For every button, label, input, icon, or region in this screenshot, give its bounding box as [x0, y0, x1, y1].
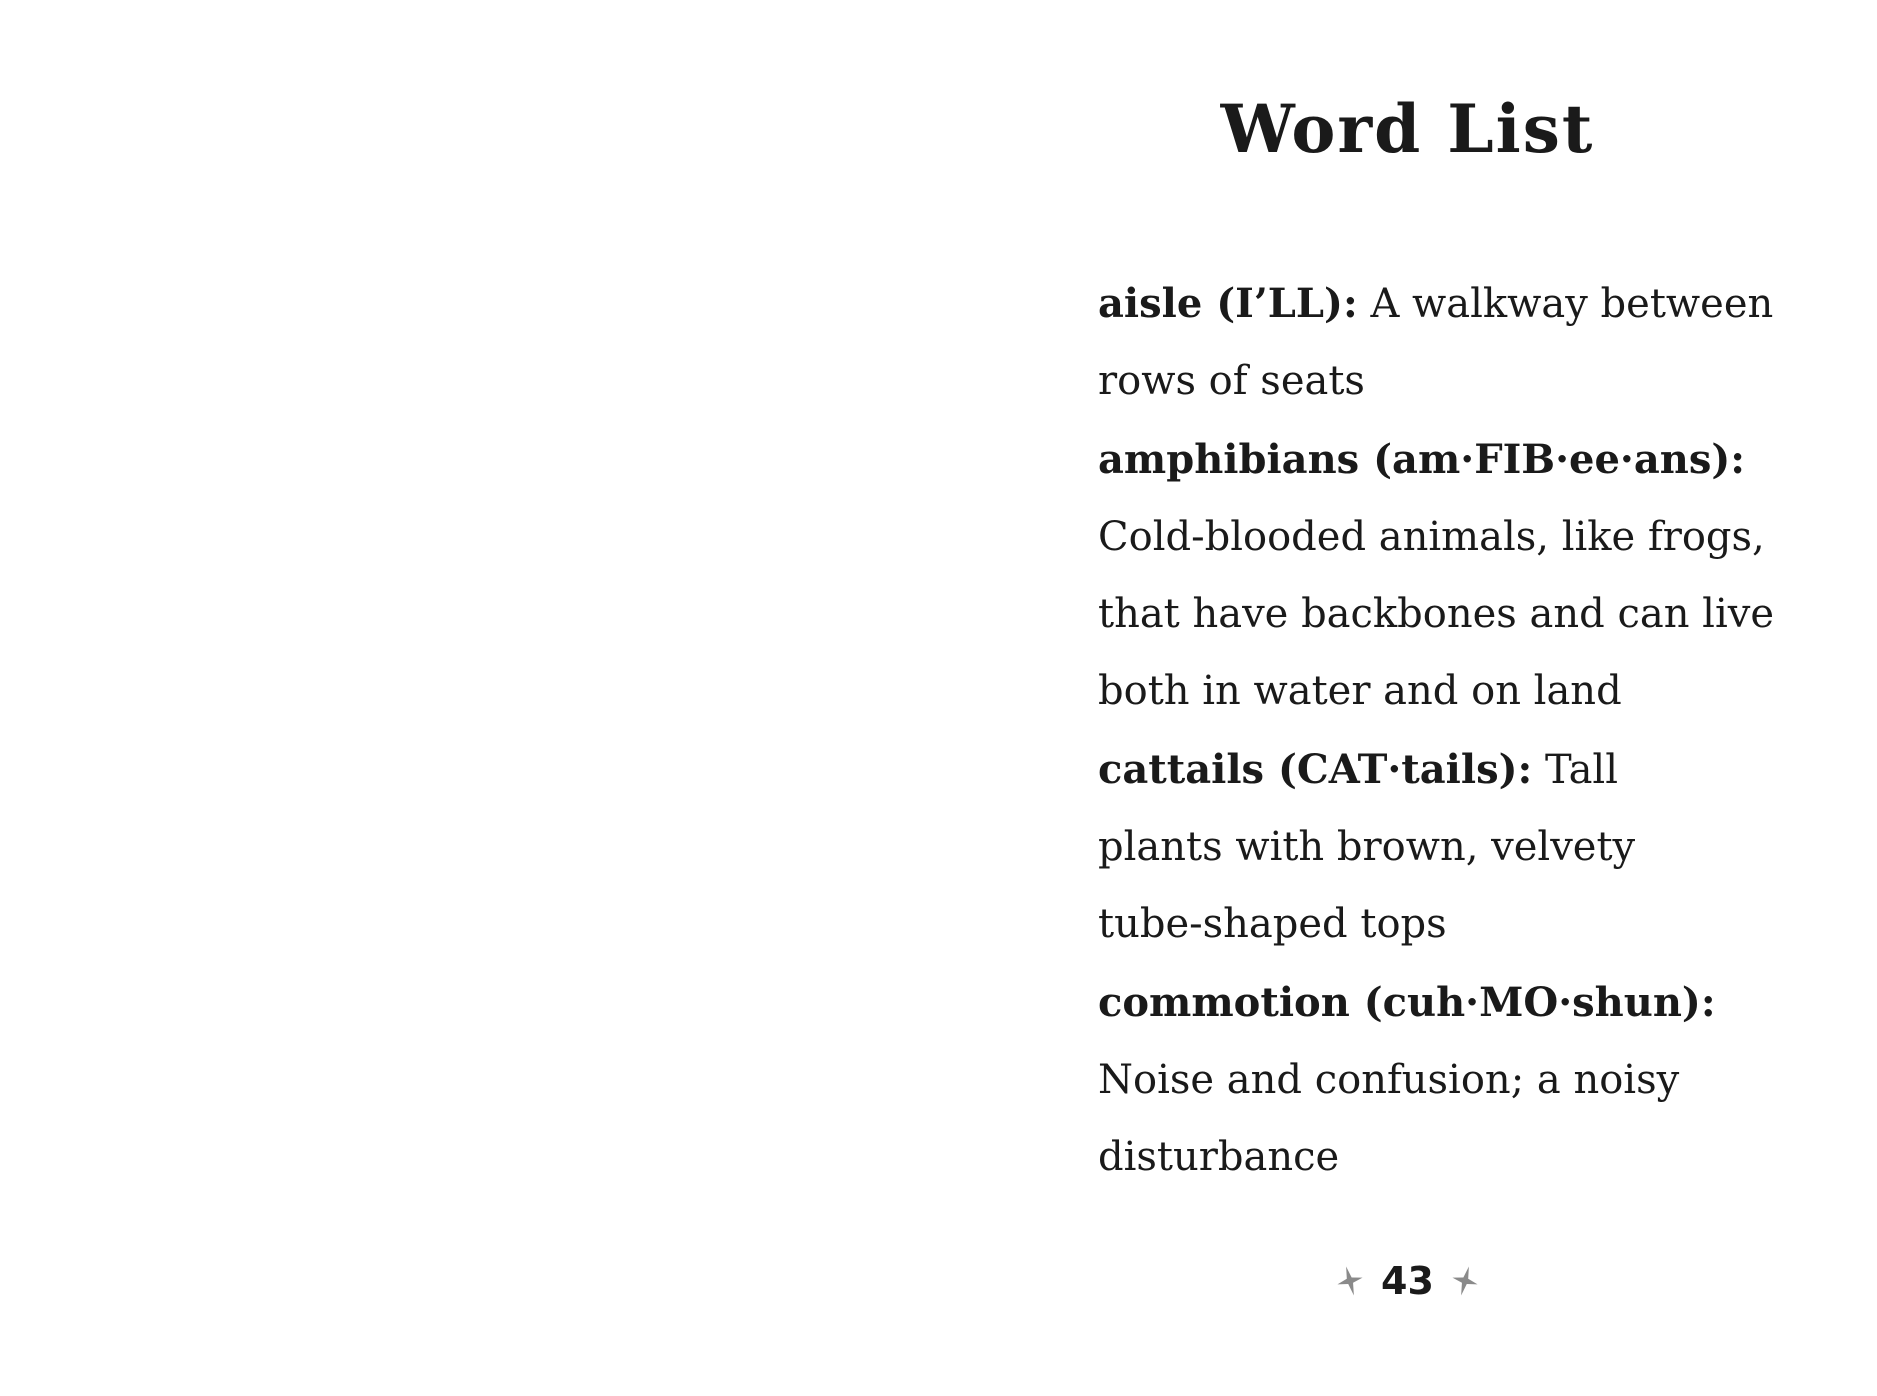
page-title: Word List [1220, 90, 1595, 168]
term: commotion (cuh·MO·shun): [1098, 978, 1716, 1026]
word-list [1098, 265, 1818, 1197]
definition-text: Cold-blooded animals, like frogs, [1098, 513, 1765, 560]
entry-line [1098, 421, 1818, 499]
term: cattails (CAT·tails): [1098, 745, 1533, 793]
definition-text: both in water and on land [1098, 668, 1622, 715]
definition-text: Tall [1545, 746, 1619, 793]
left-page-blank [0, 0, 938, 1396]
word-entry-commotion [1098, 964, 1818, 1197]
term: aisle (I’LL): [1098, 280, 1358, 327]
entry-line [1098, 731, 1818, 809]
right-page [938, 0, 1877, 1396]
page-footer [938, 1259, 1877, 1303]
word-entry-aisle [1098, 265, 1818, 421]
definition-text: plants with brown, velvety [1098, 824, 1636, 871]
word-entry-amphibians [1098, 421, 1818, 731]
definition-text: that have backbones and can live [1098, 591, 1775, 638]
definition-text: tube-shaped tops [1098, 901, 1447, 948]
word-entry-cattails [1098, 731, 1818, 964]
term: amphibians (am·FIB·ee·ans): [1098, 435, 1746, 483]
page-number: 43 [1381, 1259, 1434, 1303]
sparkle-icon [1450, 1264, 1480, 1298]
entry-line [1098, 265, 1818, 343]
sparkle-icon [1335, 1264, 1365, 1298]
entry-line [1098, 964, 1818, 1042]
definition-text: rows of seats [1098, 358, 1365, 405]
definition-text: A walkway between [1370, 281, 1774, 327]
definition-text: Noise and confusion; a noisy [1098, 1056, 1680, 1103]
definition-text: disturbance [1098, 1134, 1340, 1181]
